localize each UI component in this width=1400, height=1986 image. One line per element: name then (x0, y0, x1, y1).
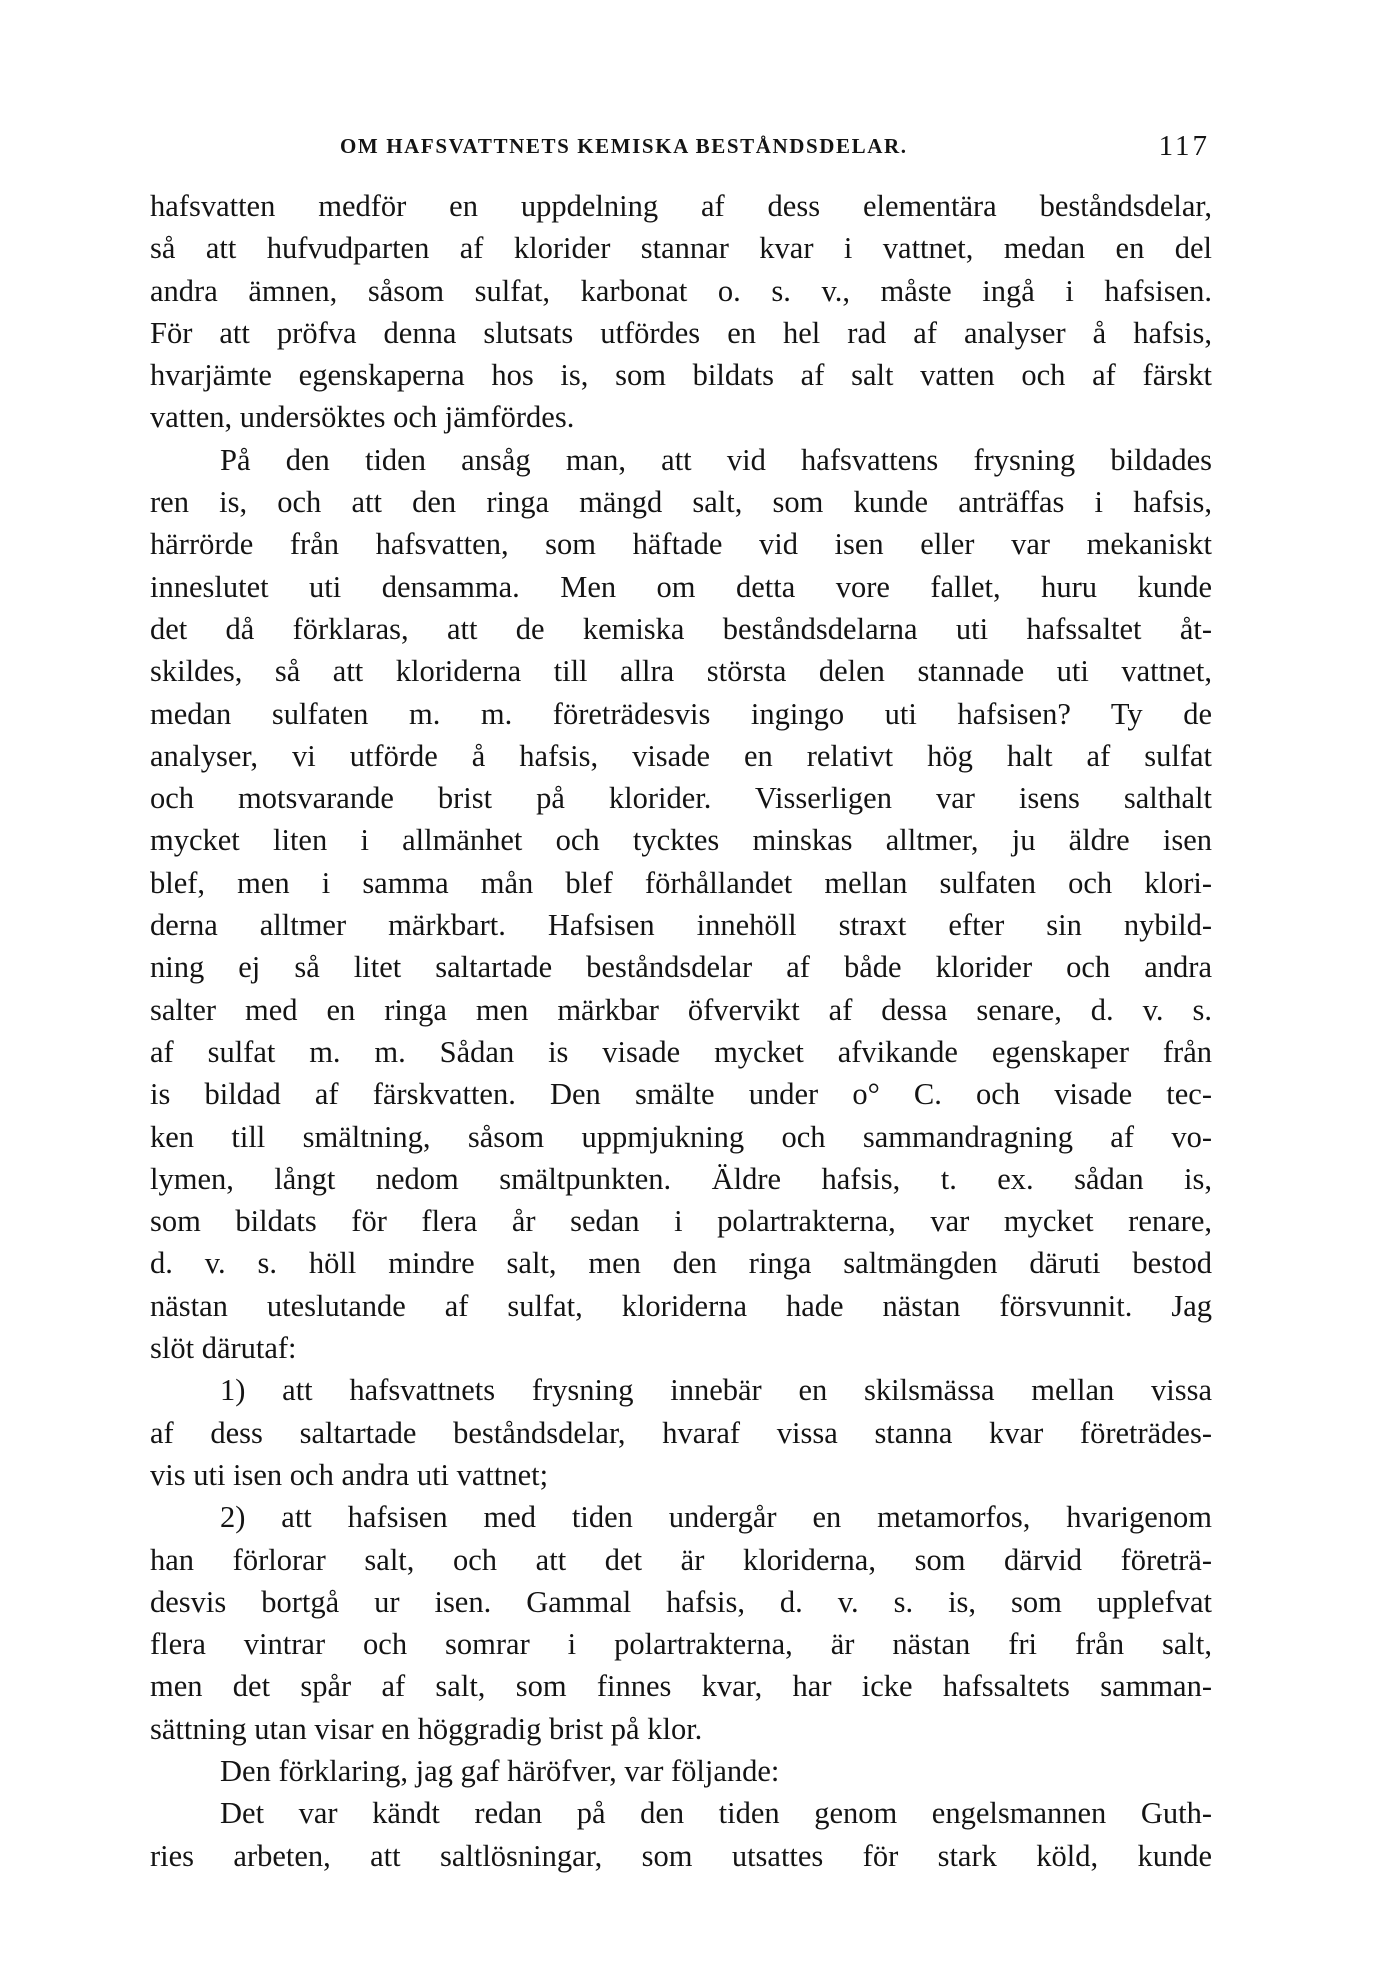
text-line: hvarjämte egenskaperna hos is, som bildats af salt vatten och af färskt (150, 358, 1212, 393)
text-line: nästan uteslutande af sulfat, kloriderna hade nästan försvunnit. Jag (150, 1288, 1212, 1323)
text-line: inneslutet uti densamma. Men om detta vore fallet, huru kunde (150, 569, 1212, 604)
text-line: så att hufvudparten af klorider stannar kvar i vattnet, medan en del (150, 231, 1212, 266)
text-line: 1) att hafsvattnets frysning innebär en skilsmässa mellan vissa (220, 1373, 1212, 1408)
text-line: salter med en ringa men märkbar öfvervikt af dessa senare, d. v. s. (150, 992, 1212, 1027)
text-line: och motsvarande brist på klorider. Visserligen var isens salthalt (150, 781, 1212, 816)
text-line: mycket liten i allmänhet och tycktes minskas alltmer, ju äldre isen (150, 823, 1212, 858)
text-line: ries arbeten, att saltlösningar, som utsattes för stark köld, kunde (150, 1838, 1212, 1873)
text-line: vatten, undersöktes och jämfördes. (150, 400, 575, 435)
text-line: han förlorar salt, och att det är kloriderna, som därvid företrä- (150, 1542, 1212, 1577)
running-head (150, 130, 1210, 170)
text-line: andra ämnen, såsom sulfat, karbonat o. s. v., måste ingå i hafsisen. (150, 273, 1212, 308)
text-line: derna alltmer märkbart. Hafsisen innehöll straxt efter sin nybild- (150, 908, 1212, 943)
text-line: ren is, och att den ringa mängd salt, som kunde anträffas i hafsis, (150, 485, 1212, 520)
running-title: OM HAFSVATTNETS KEMISKA BESTÅNDSDELAR. (340, 134, 908, 158)
text-line: 2) att hafsisen med tiden undergår en metamorfos, hvarigenom (220, 1500, 1212, 1535)
text-line: medan sulfaten m. m. företrädesvis ingingo uti hafsisen? Ty de (150, 696, 1212, 731)
text-line: För att pröfva denna slutsats utfördes en hel rad af analyser å hafsis, (150, 315, 1212, 350)
text-line: men det spår af salt, som finnes kvar, har icke hafssaltets samman- (150, 1669, 1212, 1704)
text-line: is bildad af färskvatten. Den smälte under o° C. och visade tec- (150, 1077, 1212, 1112)
page-number: 117 (1158, 130, 1210, 162)
text-line: blef, men i samma mån blef förhållandet mellan sulfaten och klori- (150, 865, 1212, 900)
text-line: af dess saltartade beståndsdelar, hvaraf vissa stanna kvar företrädes- (150, 1415, 1212, 1450)
text-line: slöt därutaf: (150, 1331, 297, 1366)
text-line: det då förklaras, att de kemiska beståndsdelarna uti hafssaltet åt- (150, 611, 1212, 646)
text-line: Den förklaring, jag gaf häröfver, var följande: (220, 1753, 780, 1788)
text-line: analyser, vi utförde å hafsis, visade en relativt hög halt af sulfat (150, 738, 1212, 773)
text-line: hafsvatten medför en uppdelning af dess elementära beståndsdelar, (150, 189, 1212, 223)
text-line: lymen, långt nedom smältpunkten. Äldre hafsis, t. ex. sådan is, (150, 1161, 1212, 1196)
text-line: af sulfat m. m. Sådan is visade mycket afvikande egenskaper från (150, 1034, 1212, 1069)
text-line: sättning utan visar en höggradig brist på klor. (150, 1711, 703, 1746)
text-line: vis uti isen och andra uti vattnet; (150, 1457, 549, 1492)
text-line: skildes, så att kloriderna till allra största delen stannade uti vattnet, (150, 654, 1212, 689)
text-line: desvis bortgå ur isen. Gammal hafsis, d. v. s. is, som upplefvat (150, 1584, 1212, 1619)
text-line: d. v. s. höll mindre salt, men den ringa saltmängden däruti bestod (150, 1246, 1212, 1281)
text-line: ning ej så litet saltartade beståndsdelar af både klorider och andra (150, 950, 1212, 985)
text-line: härrörde från hafsvatten, som häftade vid isen eller var mekaniskt (150, 527, 1212, 562)
text-line: Det var kändt redan på den tiden genom engelsmannen Guth- (220, 1796, 1212, 1831)
text-line: ken till smältning, såsom uppmjukning och sammandragning af vo- (150, 1119, 1212, 1154)
text-line: flera vintrar och somrar i polartrakterna, är nästan fri från salt, (150, 1627, 1212, 1662)
text-line: som bildats för flera år sedan i polartrakterna, var mycket renare, (150, 1204, 1212, 1239)
body-text (150, 185, 1212, 1877)
text-line: På den tiden ansåg man, att vid hafsvattens frysning bildades (220, 442, 1212, 477)
